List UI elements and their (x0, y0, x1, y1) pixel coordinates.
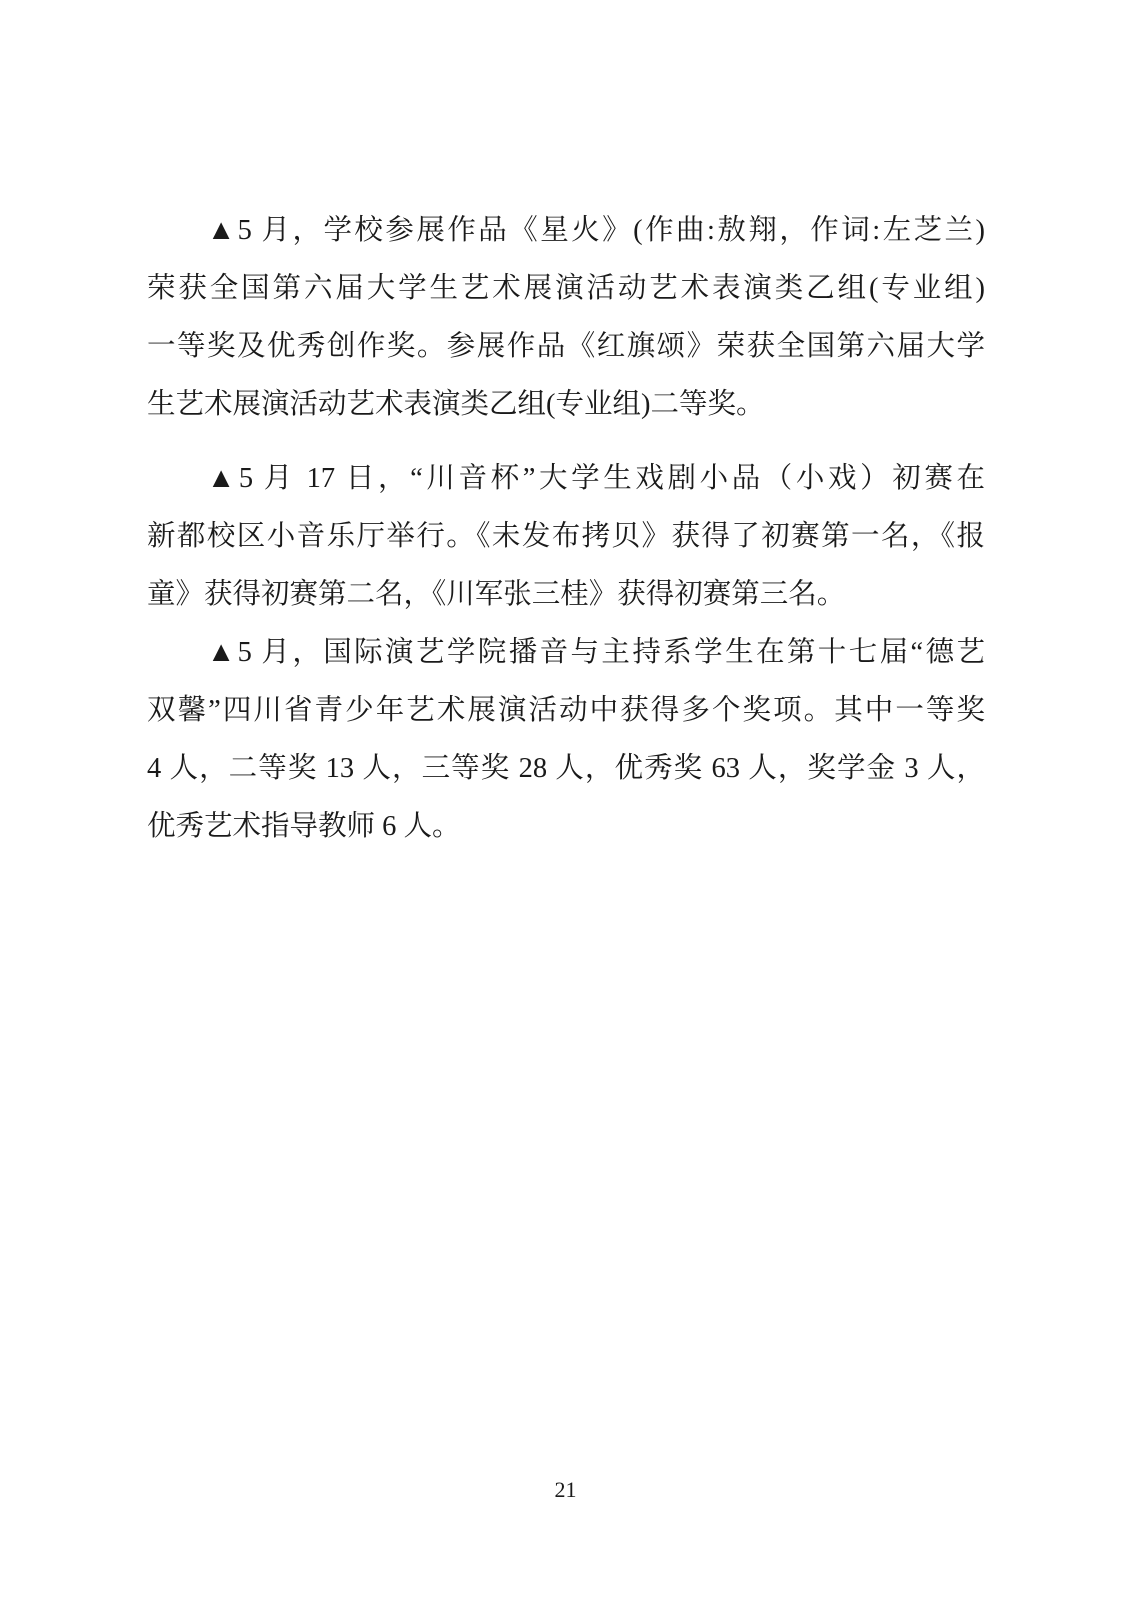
text-line: 优秀艺术指导教师 6 人。 (147, 811, 461, 842)
text-line: 4 人，二等奖 13 人，三等奖 28 人，优秀奖 63 人，奖学金 3 人， (147, 753, 985, 784)
text-line: 一等奖及优秀创作奖。参展作品《红旗颂》荣获全国第六届大学 (147, 331, 985, 362)
text-line: 新都校区小音乐厅举行。《未发布拷贝》获得了初赛第一名，《报 (147, 521, 985, 552)
page-content (147, 202, 985, 856)
text-line: 童》获得初赛第二名，《川军张三桂》获得初赛第三名。 (147, 579, 846, 610)
text-line: 生艺术展演活动艺术表演类乙组(专业组)二等奖。 (147, 389, 765, 420)
news-paragraph-2 (147, 450, 985, 624)
news-paragraph-1 (147, 202, 985, 434)
news-paragraph-3 (147, 624, 985, 856)
text-line: ▲5 月 17 日，“川音杯”大学生戏剧小品（小戏）初赛在 (207, 463, 985, 494)
text-line: ▲5 月，国际演艺学院播音与主持系学生在第十七届“德艺 (207, 637, 985, 668)
text-line: 荣获全国第六届大学生艺术展演活动艺术表演类乙组(专业组) (147, 273, 985, 304)
text-line: 双馨”四川省青少年艺术展演活动中获得多个奖项。其中一等奖 (147, 695, 985, 726)
page-number: 21 (554, 1477, 577, 1502)
text-line: ▲5 月，学校参展作品《星火》(作曲:敖翔，作词:左芝兰) (207, 215, 985, 246)
